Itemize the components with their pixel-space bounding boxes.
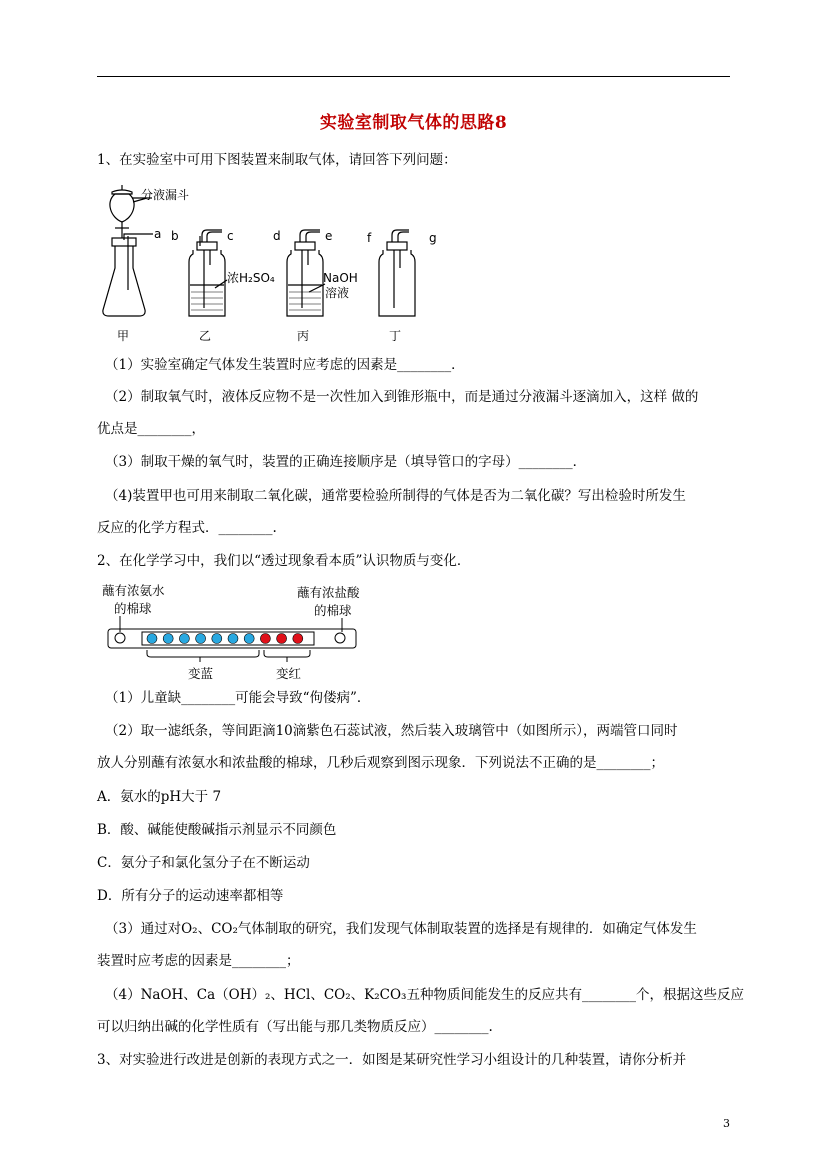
- caption-jia: 甲: [117, 329, 130, 343]
- q1-apparatus-figure: [97, 180, 457, 348]
- q2-tube-figure: [100, 580, 365, 684]
- right-label-2: 的棉球: [314, 603, 352, 618]
- left-label-2: 的棉球: [114, 601, 152, 616]
- q1-part2a: （2）制取氧气时，液体反应物不是一次性加入到锥形瓶中，而是通过分液漏斗逐滴加入，这样 做的: [105, 389, 699, 405]
- blue-dot: [228, 634, 238, 644]
- q2-part4a: （4）NaOH、Ca（OH）₂、HCl、CO₂、K₂CO₃五种物质间能发生的反应共有________个，根据这些反应: [105, 987, 744, 1003]
- q2-option-c: C．氨分子和氯化氢分子在不断运动: [97, 855, 310, 871]
- q1-stem: 1、在实验室中可用下图装置来制取气体，请回答下列问题：: [97, 152, 457, 168]
- header-rule: [97, 76, 730, 77]
- right-label-1: 蘸有浓盐酸: [297, 585, 360, 600]
- q2-stem: 2、在化学学习中，我们以“透过现象看本质”认识物质与变化．: [97, 553, 471, 569]
- caption-bing: 丙: [297, 329, 310, 343]
- caption-ding: 丁: [389, 329, 402, 343]
- blue-dot: [196, 634, 206, 644]
- q1-part2b: 优点是________，: [97, 421, 205, 437]
- letter-g: g: [429, 231, 437, 245]
- q2-part2a: （2）取一滤纸条，等间距滴10滴紫色石蕊试液，然后装入玻璃管中（如图所示），两端管口同时: [105, 723, 678, 739]
- blue-dot: [244, 634, 254, 644]
- q3-stem: 3、对实验进行改进是创新的表现方式之一．如图是某研究性学习小组设计的几种装置，请你分析并: [97, 1052, 687, 1068]
- q2-option-d: D．所有分子的运动速率都相等: [97, 888, 284, 904]
- q2-part1: （1）儿童缺________可能会导致“佝偻病”．: [105, 690, 371, 706]
- left-label-1: 蘸有浓氨水: [102, 583, 165, 598]
- q2-part3a: （3）通过对O₂、CO₂气体制取的研究，我们发现气体制取装置的选择是有规律的．如确定气体发生: [105, 921, 697, 937]
- naoh-label: NaOH: [323, 271, 358, 285]
- blue-dot: [163, 634, 173, 644]
- blue-dot: [179, 634, 189, 644]
- page-number: 3: [723, 1117, 730, 1130]
- red-dot: [277, 634, 287, 644]
- red-dot: [260, 634, 270, 644]
- letter-c: c: [227, 229, 234, 243]
- q1-part1: （1）实验室确定气体发生装置时应考虑的因素是________．: [105, 357, 465, 373]
- blue-label: 变蓝: [188, 666, 214, 681]
- q2-option-a: A．氨水的pH大于 7: [97, 789, 222, 805]
- q1-part4b: 反应的化学方程式．________.: [97, 520, 277, 536]
- letter-e: e: [325, 229, 333, 243]
- q2-part2b: 放人分别蘸有浓氨水和浓盐酸的棉球，几秒后观察到图示现象．下列说法不正确的是________；: [97, 755, 664, 771]
- naoh-label-2: 溶液: [325, 286, 350, 300]
- letter-a: a: [154, 227, 162, 241]
- letter-b: b: [171, 229, 179, 243]
- q2-part4b: 可以归纳出碱的化学性质有（写出能与那几类物质反应）________.: [97, 1019, 493, 1035]
- red-label: 变红: [276, 666, 302, 681]
- blue-dot: [147, 634, 157, 644]
- caption-yi: 乙: [199, 329, 212, 343]
- letter-d: d: [273, 229, 281, 243]
- funnel-label: 分液漏斗: [141, 188, 190, 202]
- page-title: 实验室制取气体的思路8: [319, 113, 508, 133]
- red-dot: [293, 634, 303, 644]
- q1-part3: （3）制取干燥的氧气时，装置的正确连接顺序是（填导管口的字母）________．: [105, 454, 587, 470]
- q2-part3b: 装置时应考虑的因素是________；: [97, 953, 300, 969]
- q1-part4a: （4)装置甲也可用来制取二氧化碳，通常要检验所制得的气体是否为二氧化碳？写出检验时所发生: [105, 488, 686, 504]
- acid-label: 浓H₂SO₄: [227, 271, 275, 285]
- blue-dot: [212, 634, 222, 644]
- q2-option-b: B．酸、碱能使酸碱指示剂显示不同颜色: [97, 822, 337, 838]
- letter-f: f: [367, 231, 372, 245]
